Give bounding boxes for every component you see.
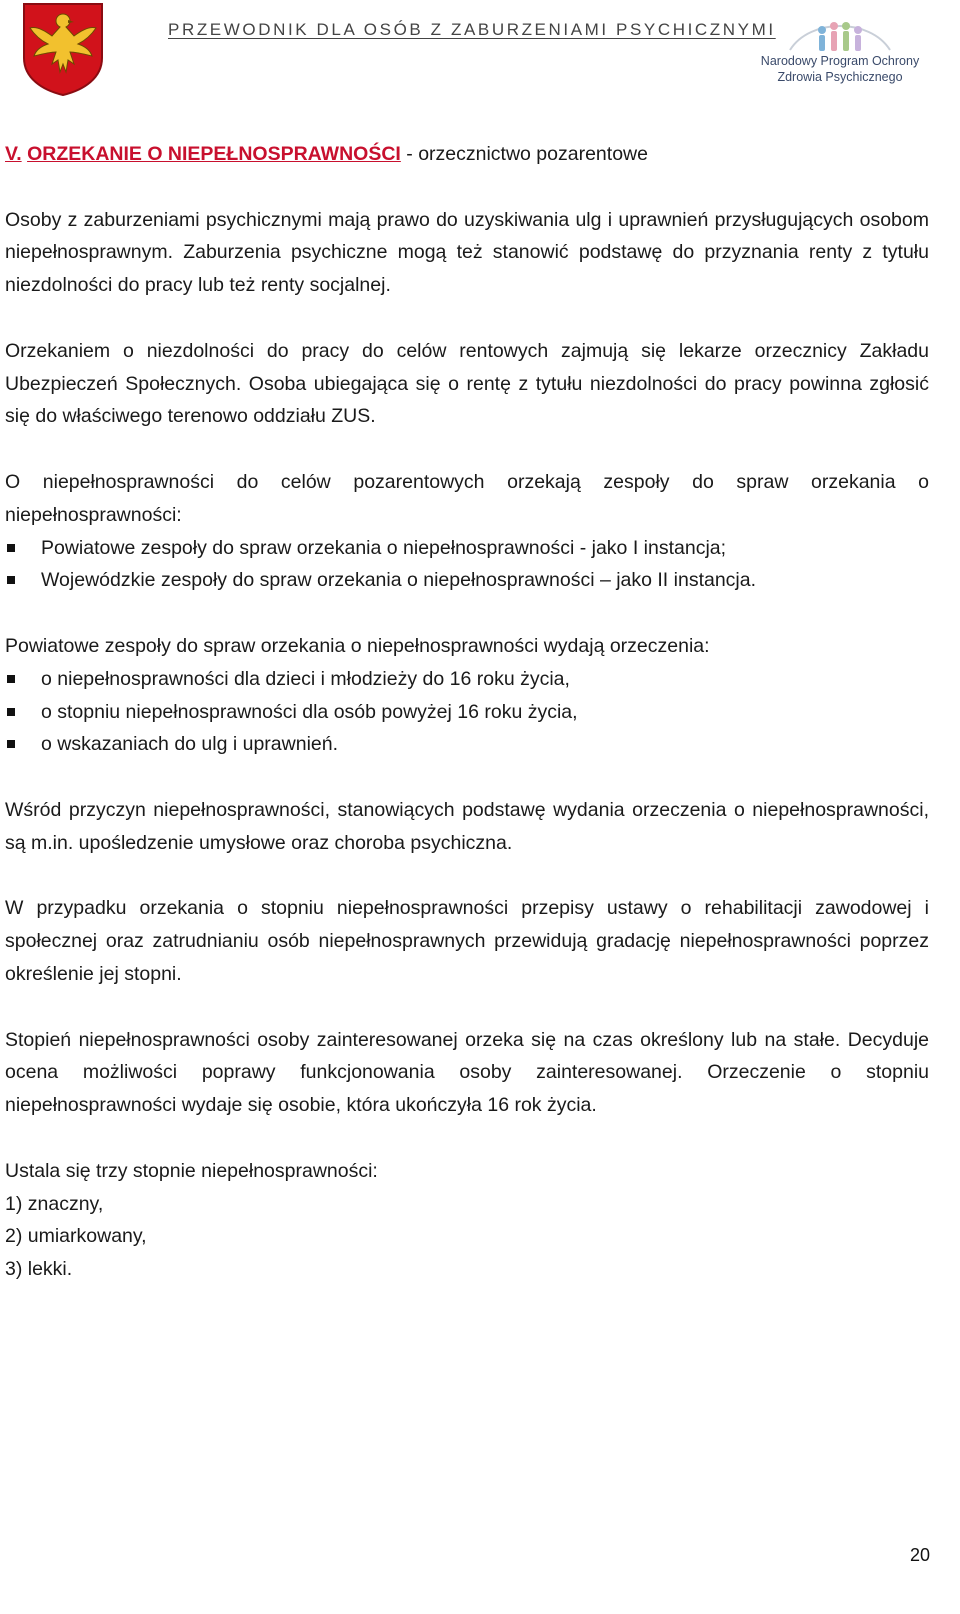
section-subtitle: - orzecznictwo pozarentowe bbox=[400, 143, 648, 165]
page-number: 20 bbox=[909, 1545, 930, 1565]
paragraph: Osoby z zaburzeniami psychicznymi mają prawo do uzyskiwania ulg i uprawnień przysługujących osobom niepełnosprawnym. Zaburzenia psychiczne mogą też stanowić podstawę do przyznania renty z tytułu niezdolności do pracy lub też renty socjalnej. bbox=[5, 208, 929, 297]
paragraph: Powiatowe zespoły do spraw orzekania o niepełnosprawności wydają orzeczenia: bbox=[5, 634, 710, 657]
list-item: o stopniu niepełnosprawności dla osób powyżej 16 roku życia, bbox=[5, 696, 929, 729]
numbered-item: 2) umiarkowany, bbox=[5, 1225, 147, 1248]
people-arc-icon bbox=[750, 10, 930, 58]
paragraph: W przypadku orzekania o stopniu niepełnosprawności przepisy ustawy o rehabilitacji zawodowej i społecznej oraz zatrudnianiu osób niepełnosprawnych przewidują gradację niepełnosprawności poprzez określenie jej stopni. bbox=[5, 897, 929, 985]
paragraph: Ustala się trzy stopnie niepełnosprawności: bbox=[5, 1159, 378, 1182]
document-body bbox=[5, 138, 929, 1286]
list-item: o wskazaniach do ulg i uprawnień. bbox=[5, 728, 929, 761]
bullet-square-icon bbox=[7, 544, 15, 552]
bullet-square-icon bbox=[7, 576, 15, 584]
coat-of-arms-logo bbox=[22, 2, 104, 96]
numbered-item: 3) lekki. bbox=[5, 1258, 73, 1281]
bullet-square-icon bbox=[7, 675, 15, 683]
list-item: Wojewódzkie zespoły do spraw orzekania o niepełnosprawności – jako II instancja. bbox=[5, 564, 929, 597]
list-item: o niepełnosprawności dla dzieci i młodzieży do 16 roku życia, bbox=[5, 663, 929, 696]
bullet-square-icon bbox=[7, 708, 15, 716]
logo-line-2: Zdrowia Psychicznego bbox=[777, 70, 903, 84]
npoz-logo bbox=[750, 10, 930, 90]
page-header bbox=[0, 0, 960, 110]
header-title: PRZEWODNIK DLA OSÓB Z ZABURZENIAMI PSYCHICZNYMI bbox=[168, 20, 776, 39]
paragraph: Orzekaniem o niezdolności do pracy do celów rentowych zajmują się lekarze orzecznicy Zakładu Ubezpieczeń Społecznych. Osoba ubiegająca się o rentę z tytułu niezdolności do pracy powinna zgłosić się do właściwego terenowo oddziału ZUS. bbox=[5, 339, 929, 428]
bullet-square-icon bbox=[7, 740, 15, 748]
paragraph: Stopień niepełnosprawności osoby zainteresowanej orzeka się na czas określony lub na stałe. Decyduje ocena możliwości poprawy funkcjonowania osoby zainteresowanej. Orzeczenie o stopniu niepełnosprawności wydaje się osobie, która ukończyła 16 rok życia. bbox=[5, 1028, 929, 1117]
list-item: Powiatowe zespoły do spraw orzekania o niepełnosprawności - jako I instancja; bbox=[5, 532, 929, 565]
paragraph: Wśród przyczyn niepełnosprawności, stanowiących podstawę wydania orzeczenia o niepełnosprawności, są m.in. upośledzenie umysłowe oraz choroba psychiczna. bbox=[5, 798, 929, 854]
section-number: V. bbox=[5, 143, 22, 165]
section-title: ORZEKANIE O NIEPEŁNOSPRAWNOŚCI bbox=[27, 143, 401, 165]
logo-line-1: Narodowy Program Ochrony bbox=[760, 54, 920, 68]
paragraph: O niepełnosprawności do celów pozarentowych orzekają zespoły do spraw orzekania o niepełnosprawności: bbox=[5, 470, 929, 526]
numbered-item: 1) znaczny, bbox=[5, 1192, 104, 1215]
section-heading bbox=[5, 138, 929, 171]
